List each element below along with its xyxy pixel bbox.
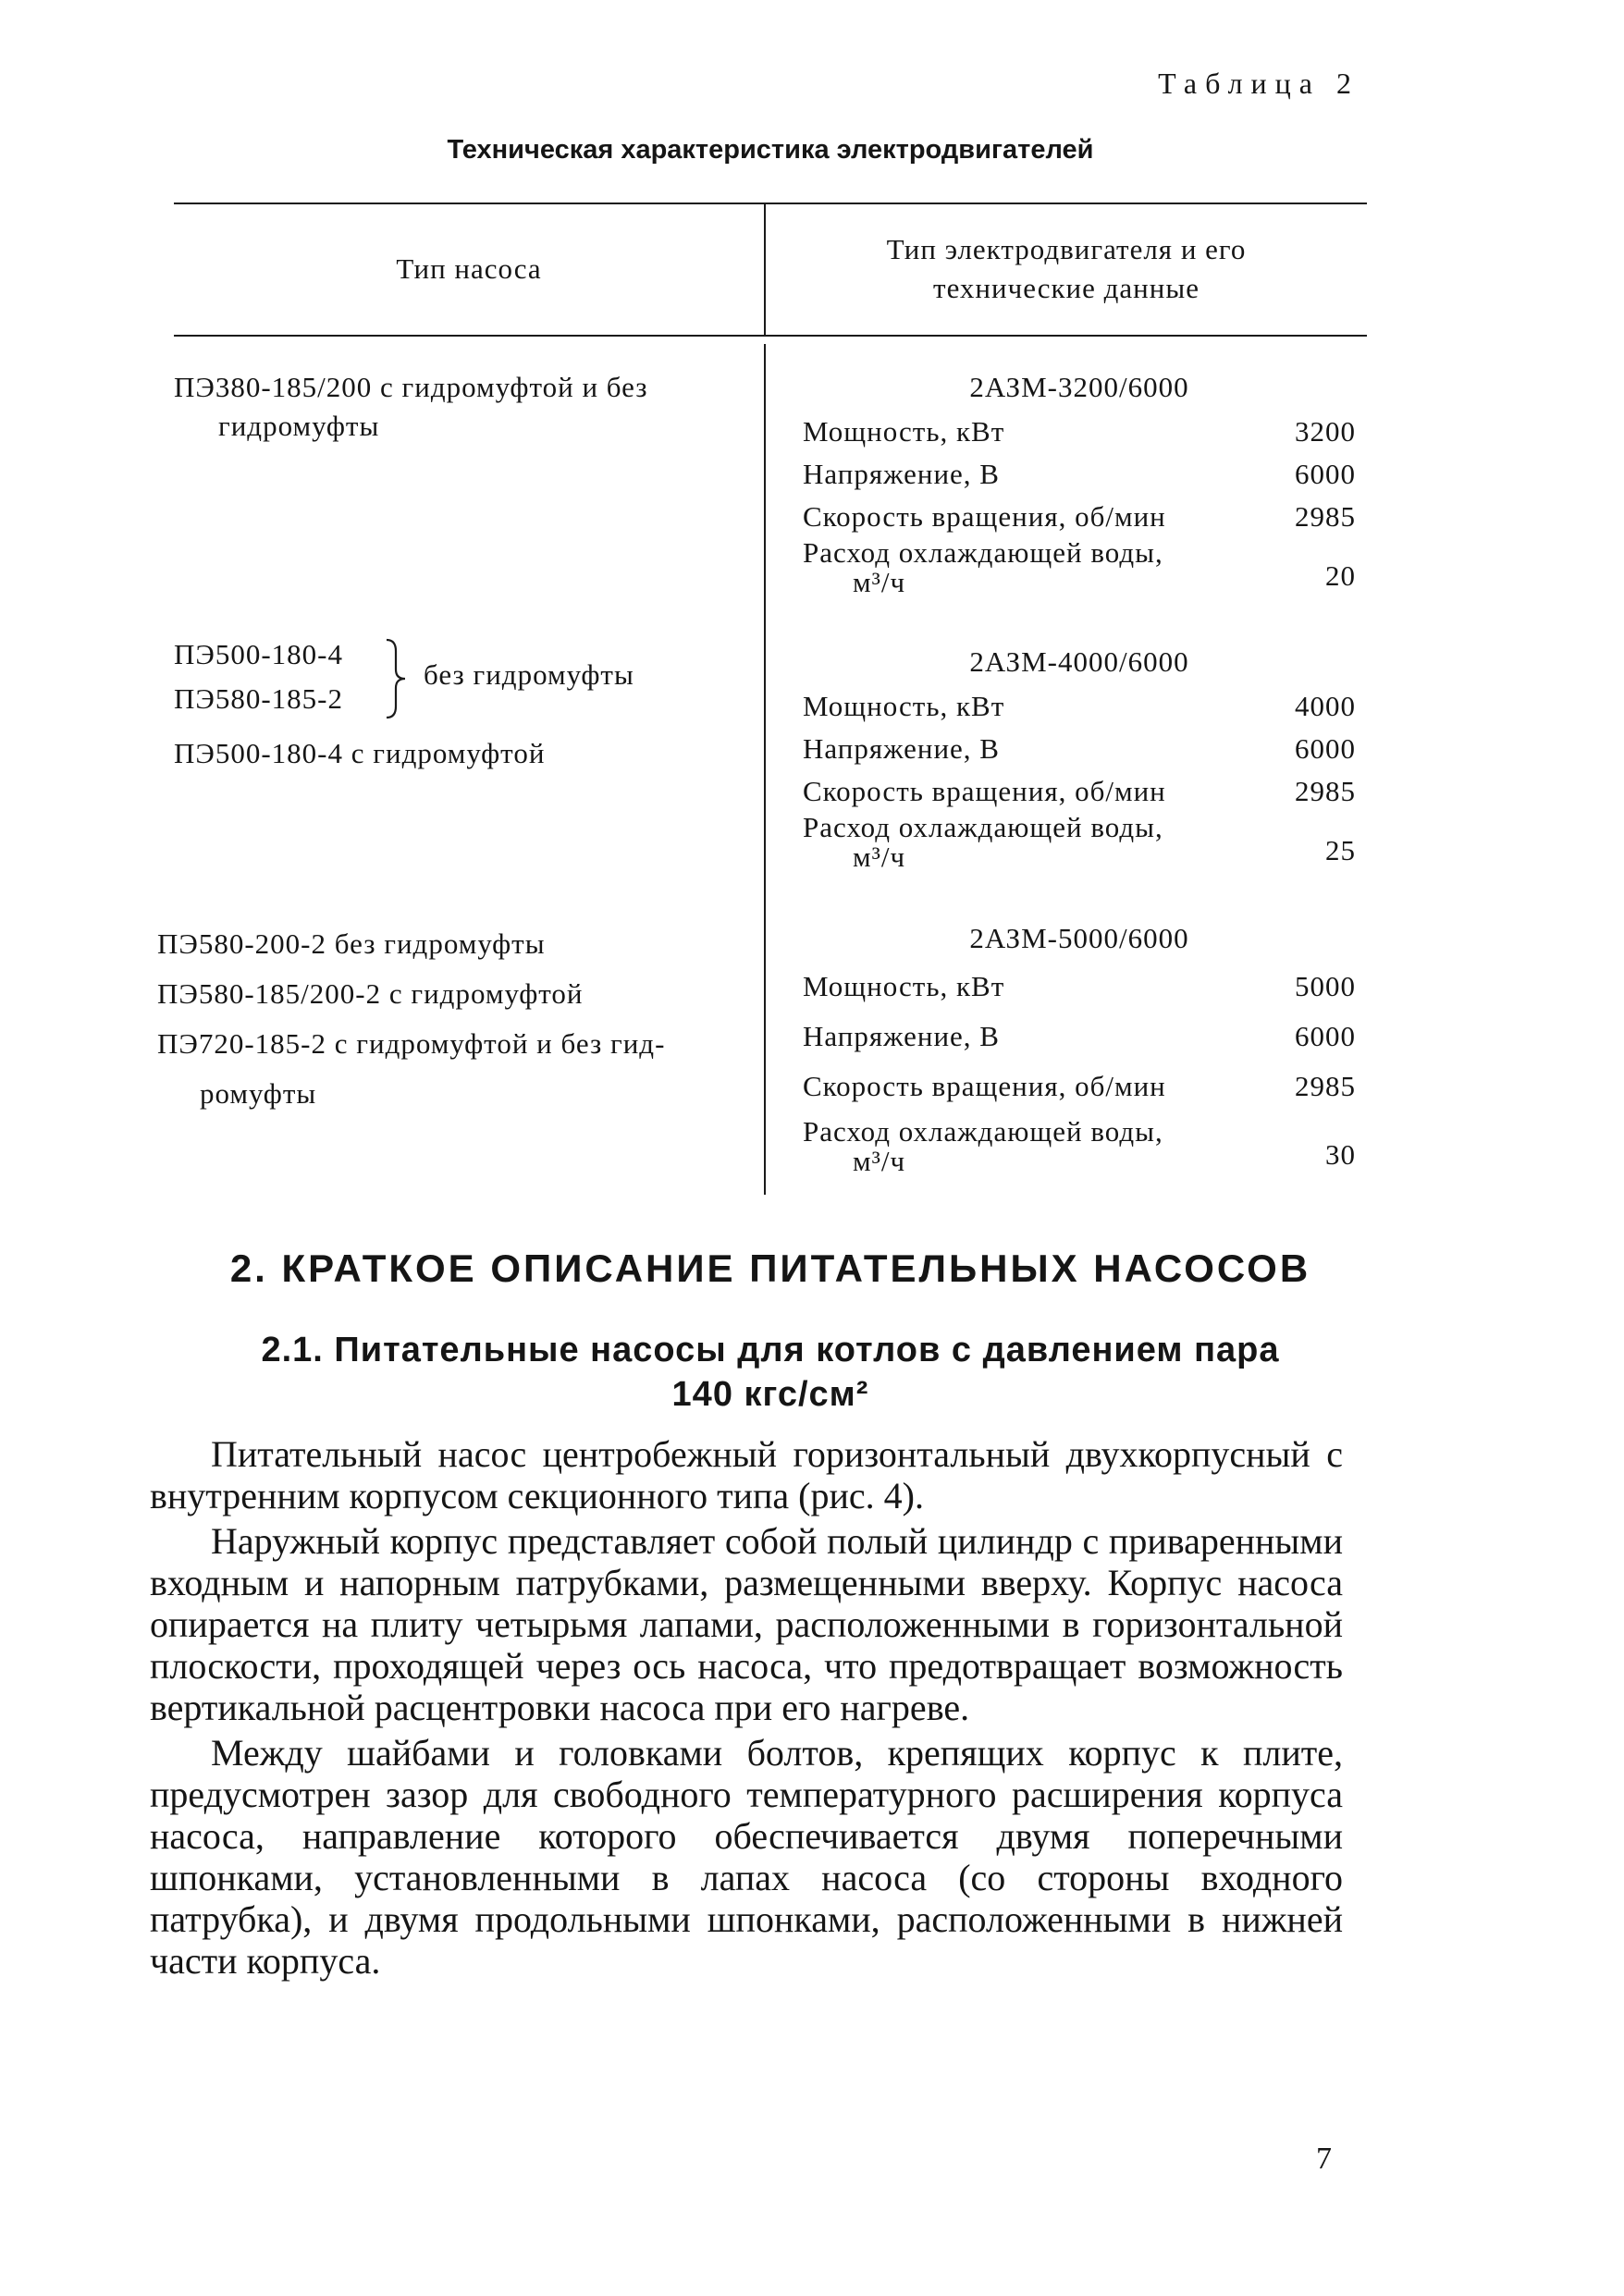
pump-line: ПЭ580-185/200-2 с гидромуфтой — [157, 977, 584, 1010]
table-number-label: Таблица 2 — [1158, 67, 1359, 100]
spec-row — [803, 538, 1356, 597]
spec-row — [803, 496, 1356, 538]
spec-label: Скорость вращения, об/мин — [803, 1070, 1166, 1102]
spec-value: 6000 — [1295, 1020, 1356, 1052]
spec-value: 25 — [1325, 834, 1356, 866]
pump-line: ПЭ500-180-4 — [174, 638, 343, 670]
motor-model: 2АЗМ-4000/6000 — [969, 645, 1189, 678]
table-header-rule — [174, 335, 1367, 337]
spec-row — [803, 1062, 1356, 1111]
spec-label: Мощность, кВт — [803, 690, 1005, 722]
spec-value: 6000 — [1295, 458, 1356, 490]
page-number: 7 — [1316, 2142, 1332, 2176]
spec-row — [803, 453, 1356, 496]
pump-line: ПЭ720-185-2 с гидромуфтой и без гид- — [157, 1027, 666, 1060]
spec-value: 6000 — [1295, 732, 1356, 765]
motor-model: 2АЗМ-5000/6000 — [969, 922, 1189, 954]
spec-row — [803, 728, 1356, 770]
right-brace-icon — [383, 638, 411, 719]
pump-line: ПЭ580-185-2 — [174, 682, 343, 715]
spec-label: Расход охлаждающей воды, — [803, 536, 1163, 569]
table-body-divider — [764, 344, 766, 1195]
pump-group-2 — [174, 734, 758, 773]
section-heading: 2. КРАТКОЕ ОПИСАНИЕ ПИТАТЕЛЬНЫХ НАСОСОВ — [229, 1246, 1311, 1290]
motor-model: 2АЗМ-3200/6000 — [969, 371, 1189, 403]
spec-label-multiline — [803, 1117, 1163, 1176]
body-text — [150, 1433, 1343, 1982]
spec-value: 20 — [1325, 559, 1356, 592]
spec-unit: м³/ч — [853, 566, 906, 598]
spec-row — [803, 1012, 1356, 1062]
header-pump-type: Тип насоса — [396, 252, 542, 285]
motor-block-1 — [803, 368, 1356, 597]
table-title: Техническая характеристика электродвигателей — [447, 135, 1094, 165]
spec-label: Напряжение, В — [803, 732, 1000, 765]
spec-label: Скорость вращения, об/мин — [803, 775, 1166, 807]
spec-label: Скорость вращения, об/мин — [803, 500, 1166, 533]
header-motor-type — [766, 203, 1367, 335]
motor-block-2 — [803, 643, 1356, 872]
subsection-heading-line: 140 кгс/см² — [671, 1375, 869, 1414]
spec-label-multiline — [803, 813, 1163, 872]
spec-value: 2985 — [1295, 500, 1356, 533]
spec-value: 2985 — [1295, 1070, 1356, 1102]
paragraph: Наружный корпус представляет собой полый цилиндр с приваренными входным и напорным патрубками, размещенными вверху. Корпус насоса опирается на плиту четырьмя лапами, расположенными в горизонтальной плоскости, проходящей через ось насоса, что предотвращает возможность вертикальной расцентровки насоса при его нагреве. — [150, 1520, 1343, 1728]
pump-line: гидромуфты — [218, 410, 380, 442]
pump-line: ромуфты — [200, 1077, 317, 1110]
spec-label: Мощность, кВт — [803, 970, 1005, 1002]
spec-value: 3200 — [1295, 415, 1356, 448]
spec-row — [803, 962, 1356, 1012]
spec-row — [803, 1117, 1356, 1176]
header-motor-type-text: Тип электродвигателя и его технические данные — [886, 232, 1247, 304]
pump-line: ПЭ500-180-4 с гидромуфтой — [174, 737, 546, 769]
paragraph: Между шайбами и головками болтов, крепящих корпус к плите, предусмотрен зазор для свободного температурного расширения корпуса насоса, направление которого обеспечивается двумя поперечными шпонками, установленными в лапах насоса (со стороны входного патрубка), и двумя продольными шпонками, расположенными в нижней части корпуса. — [150, 1732, 1343, 1982]
spec-row — [803, 685, 1356, 728]
spec-label: Мощность, кВт — [803, 415, 1005, 448]
motor-block-3 — [803, 919, 1356, 1176]
pump-group-3 — [157, 919, 758, 1119]
pump-line: ПЭ580-200-2 без гидромуфты — [157, 927, 546, 960]
spec-label: Напряжение, В — [803, 458, 1000, 490]
spec-row — [803, 411, 1356, 453]
spec-label-multiline — [803, 538, 1163, 597]
spec-value: 2985 — [1295, 775, 1356, 807]
pump-group-2-braced — [174, 636, 747, 721]
spec-row — [803, 770, 1356, 813]
pump-group-1 — [174, 368, 758, 446]
pump-line: ПЭ380-185/200 с гидромуфтой и без — [174, 371, 648, 403]
spec-label: Напряжение, В — [803, 1020, 1000, 1052]
paragraph: Питательный насос центробежный горизонтальный двухкорпусный с внутренним корпусом секционного типа (рис. 4). — [150, 1433, 1343, 1516]
spec-value: 30 — [1325, 1138, 1356, 1171]
spec-unit: м³/ч — [853, 1145, 906, 1177]
spec-unit: м³/ч — [853, 841, 906, 873]
subsection-heading-line: 2.1. Питательные насосы для котлов с давлением пара — [261, 1331, 1280, 1369]
subsection-heading — [174, 1328, 1367, 1417]
spec-label: Расход охлаждающей воды, — [803, 1115, 1163, 1148]
spec-row — [803, 813, 1356, 872]
spec-value: 5000 — [1295, 970, 1356, 1002]
pump-brace-note: без гидромуфты — [424, 658, 634, 691]
spec-value: 4000 — [1295, 690, 1356, 722]
spec-label: Расход охлаждающей воды, — [803, 811, 1163, 843]
